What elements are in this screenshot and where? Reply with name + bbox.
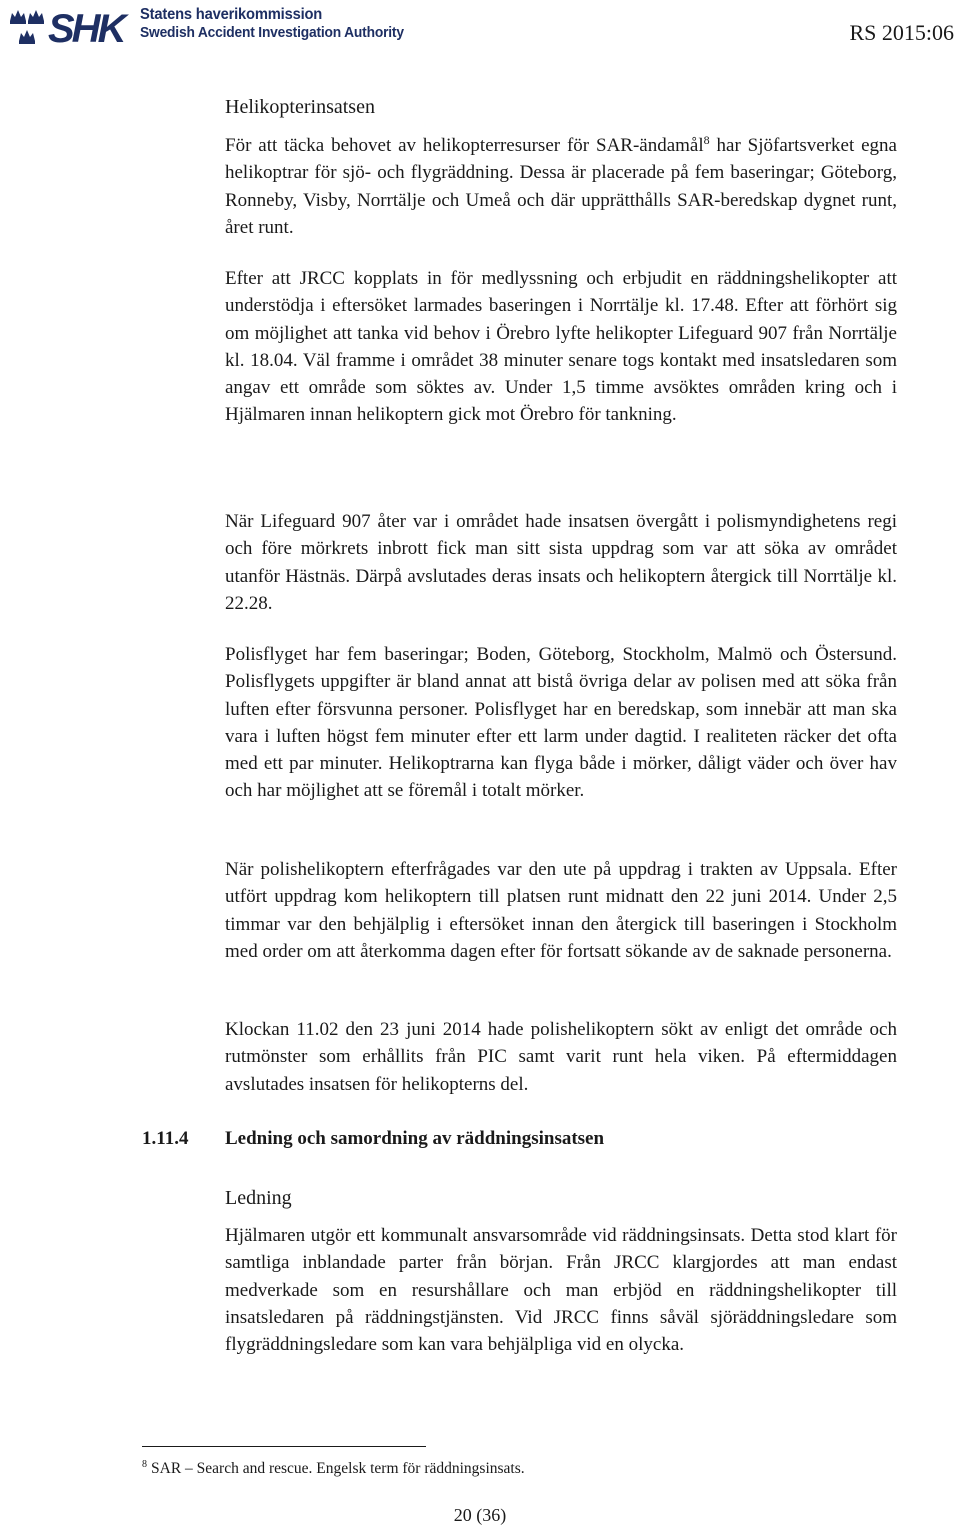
paragraph-text: När polishelikoptern efterfrågades var den ute på uppdrag i trakten av Uppsala. Efter utfört uppdrag kom helikoptern till platsen runt midnatt den 22 juni 2014. Under 2,5 timmar var den behjälplig i eftersöket innan den återgick till baseringen i Stockholm med order om att återkomma dagen efter för fortsatt sökande av de saknade personerna. [225,859,897,962]
page-header [0,0,960,60]
ledning-heading-block [225,1185,897,1211]
paragraph-text: För att täcka behovet av helikopterresurser för SAR-ändamål [225,135,704,156]
footnote-divider [142,1446,426,1447]
section-title: Ledning och samordning av räddningsinsatsen [225,1128,605,1149]
footnote-marker: 8 [142,1459,147,1470]
paragraph-text: Polisflyget har fem baseringar; Boden, Göteborg, Stockholm, Malmö och Östersund. Polisflygets uppgifter är bland annat att bistå övriga delar av polisen med att söka från luften efter försvunna personer. Polisflyget har en beredskap, som innebär att man ska vara i luften högst fem minuter efter ett larm under dagtid. I realiteten räcker det ofta med ett par minuter. Helikoptrarna kan flyga både i mörker, dåligt väder och över hav och har möjlighet att se föremål i totalt mörker. [225,644,897,802]
paragraph-lifeguard-return [225,508,897,617]
paragraph-text: har Sjöfartsverket egna helikoptrar för sjö- och flygräddning. Dessa är placerade på fem baseringar; Göteborg, Ronneby, Visby, Norrtälje och Umeå och där upprätthålls SAR-beredskap dygnet runt, året runt. [225,135,897,238]
page-number: 20 (36) [453,1505,507,1525]
shk-logo [46,6,136,46]
report-id: RS 2015:06 [849,20,954,45]
subheading-ledning: Ledning [225,1187,292,1209]
paragraph-hjalmaren [225,1222,897,1358]
footnote [142,1459,525,1479]
organization-name [140,6,404,42]
helicopter-heading-block [225,94,897,120]
paragraph-text: Efter att JRCC kopplats in för medlyssning och erbjudit en räddningshelikopter att understödja i eftersöket larmades baseringen i Norrtälje kl. 17.48. Efter att förhört sig om möjlighet att tanka vid behov i Örebro lyfte helikopter Lifeguard 907 från Norrtälje kl. 18.04. Väl framme i området 38 minuter senare togs kontakt med insatsledaren som angav ett område som söktes av. Under 1,5 timme avsöktes områden kring och i Hjälmaren innan helikoptern gick mot Örebro för tankning. [225,268,897,426]
svg-text:SHK: SHK [48,7,124,46]
three-crowns-icon [8,6,46,46]
paragraph-klockan [225,1016,897,1098]
paragraph-text: Hjälmaren utgör ett kommunalt ansvarsområde vid räddningsinsats. Detta stod klart för samtliga inblandade parter från början. Från JRCC klargjordes att man endast medverkade som en resurshållare och man erbjöd en räddningshelikopter till insatsledaren på räddningstjänsten. Vid JRCC finns såväl sjöräddningsledare som flygräddningsledare som kan vara behjälpliga vid en olycka. [225,1225,897,1356]
section-number: 1.11.4 [142,1128,189,1149]
footnote-ref[interactable]: 8 [703,133,710,147]
paragraph-jrcc-lifeguard [225,265,897,429]
paragraph-text: Klockan 11.02 den 23 juni 2014 hade polishelikoptern sökt av enligt det område och rutmönster som erhållits från PIC samt varit runt hela viken. På eftermiddagen avslutades insatsen för helikopterns del. [225,1019,897,1095]
paragraph-polisflyget [225,641,897,805]
subheading-helikopterinsatsen: Helikopterinsatsen [225,96,375,118]
paragraph-text: När Lifeguard 907 åter var i området hade insatsen övergått i polismyndighetens regi och före mörkrets inbrott fick man sitt sista uppdrag som var att söka av området utanför Hästnäs. Därpå avslutades deras insats och helikoptern återgick till Norrtälje kl. 22.28. [225,511,897,614]
org-name-english: Swedish Accident Investigation Authority [140,24,404,41]
org-name-swedish: Statens haverikommission [140,6,323,23]
paragraph-helicopter-resources [225,132,897,241]
footnote-text: SAR – Search and rescue. Engelsk term för räddningsinsats. [151,1460,525,1477]
paragraph-polishelikopter [225,856,897,965]
